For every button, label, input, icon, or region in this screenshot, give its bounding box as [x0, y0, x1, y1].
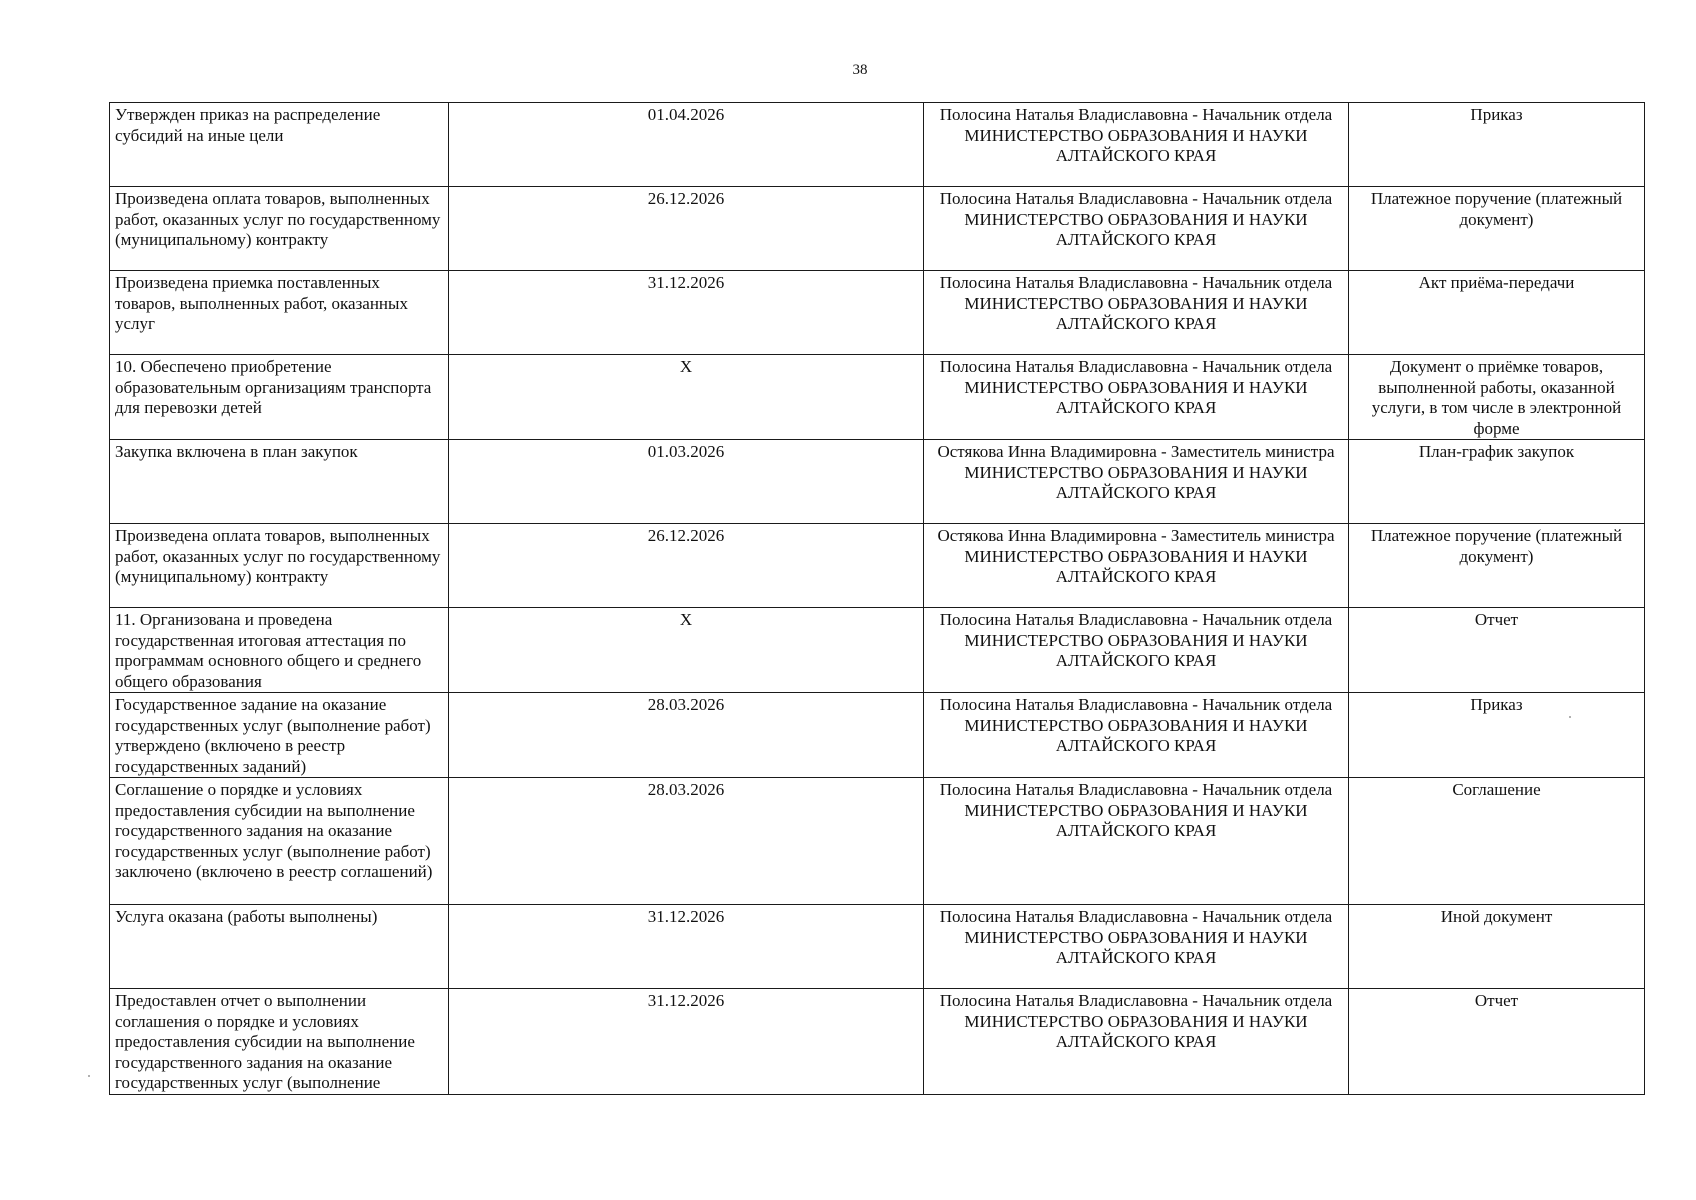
page-number: 38: [852, 62, 868, 78]
table-row: [110, 905, 1645, 989]
event-cell: Произведена оплата товаров, выполненных работ, оказанных услуг по государственному (муниципальному) контракту: [110, 524, 449, 608]
responsible-cell: [924, 187, 1349, 271]
responsible-organization: МИНИСТЕРСТВО ОБРАЗОВАНИЯ И НАУКИ АЛТАЙСКОГО КРАЯ: [964, 377, 1308, 417]
responsible-cell: [924, 524, 1349, 608]
responsible-organization: МИНИСТЕРСТВО ОБРАЗОВАНИЯ И НАУКИ АЛТАЙСКОГО КРАЯ: [964, 462, 1308, 502]
responsible-cell: [924, 103, 1349, 187]
responsible-organization: МИНИСТЕРСТВО ОБРАЗОВАНИЯ И НАУКИ АЛТАЙСКОГО КРАЯ: [964, 209, 1308, 249]
responsible-organization: МИНИСТЕРСТВО ОБРАЗОВАНИЯ И НАУКИ АЛТАЙСКОГО КРАЯ: [964, 546, 1308, 586]
scan-speck: [1569, 716, 1571, 718]
date-cell: X: [449, 355, 924, 440]
responsible-organization: МИНИСТЕРСТВО ОБРАЗОВАНИЯ И НАУКИ АЛТАЙСКОГО КРАЯ: [964, 630, 1308, 670]
document-cell: Отчет: [1349, 608, 1645, 693]
document-cell: Иной документ: [1349, 905, 1645, 989]
table-row: [110, 989, 1645, 1095]
table-row: [110, 187, 1645, 271]
document-cell: Платежное поручение (платежный документ): [1349, 524, 1645, 608]
table-row: [110, 778, 1645, 905]
event-cell: 10. Обеспечено приобретение образовательным организациям транспорта для перевозки детей: [110, 355, 449, 440]
document-cell: Платежное поручение (платежный документ): [1349, 187, 1645, 271]
event-cell: Произведена оплата товаров, выполненных работ, оказанных услуг по государственному (муниципальному) контракту: [110, 187, 449, 271]
event-cell: Соглашение о порядке и условиях предоставления субсидии на выполнение государственного задания на оказание государственных услуг (выполнение работ) заключено (включено в реестр соглашений): [110, 778, 449, 905]
document-cell: Соглашение: [1349, 778, 1645, 905]
date-cell: X: [449, 608, 924, 693]
responsible-person: Полосина Наталья Владиславовна - Начальник отдела: [939, 357, 1333, 376]
date-cell: 28.03.2026: [449, 778, 924, 905]
responsible-organization: МИНИСТЕРСТВО ОБРАЗОВАНИЯ И НАУКИ АЛТАЙСКОГО КРАЯ: [964, 125, 1308, 165]
responsible-organization: МИНИСТЕРСТВО ОБРАЗОВАНИЯ И НАУКИ АЛТАЙСКОГО КРАЯ: [964, 293, 1308, 333]
event-cell: Произведена приемка поставленных товаров, выполненных работ, оказанных услуг: [110, 271, 449, 355]
event-cell: 11. Организована и проведена государственная итоговая аттестация по программам основного общего и среднего общего образования: [110, 608, 449, 693]
responsible-organization: МИНИСТЕРСТВО ОБРАЗОВАНИЯ И НАУКИ АЛТАЙСКОГО КРАЯ: [964, 927, 1308, 967]
responsible-cell: [924, 608, 1349, 693]
date-cell: 01.03.2026: [449, 440, 924, 524]
document-cell: Отчет: [1349, 989, 1645, 1095]
document-cell: Приказ: [1349, 693, 1645, 778]
responsible-organization: МИНИСТЕРСТВО ОБРАЗОВАНИЯ И НАУКИ АЛТАЙСКОГО КРАЯ: [964, 715, 1308, 755]
event-cell: Утвержден приказ на распределение субсидий на иные цели: [110, 103, 449, 187]
responsible-cell: [924, 271, 1349, 355]
responsible-organization: МИНИСТЕРСТВО ОБРАЗОВАНИЯ И НАУКИ АЛТАЙСКОГО КРАЯ: [964, 1011, 1308, 1051]
responsible-cell: [924, 693, 1349, 778]
table-row: [110, 103, 1645, 187]
responsible-cell: [924, 440, 1349, 524]
date-cell: 26.12.2026: [449, 524, 924, 608]
responsible-cell: [924, 355, 1349, 440]
responsible-person: Полосина Наталья Владиславовна - Начальник отдела: [939, 189, 1333, 208]
responsible-organization: МИНИСТЕРСТВО ОБРАЗОВАНИЯ И НАУКИ АЛТАЙСКОГО КРАЯ: [964, 800, 1308, 840]
table-row: [110, 693, 1645, 778]
responsible-person: Остякова Инна Владимировна - Заместитель министра: [937, 526, 1335, 545]
date-cell: 31.12.2026: [449, 905, 924, 989]
event-cell: Услуга оказана (работы выполнены): [110, 905, 449, 989]
control-points-table: [109, 102, 1645, 1095]
table-row: [110, 355, 1645, 440]
responsible-person: Полосина Наталья Владиславовна - Начальник отдела: [939, 273, 1333, 292]
date-cell: 26.12.2026: [449, 187, 924, 271]
responsible-person: Полосина Наталья Владиславовна - Начальник отдела: [939, 695, 1333, 714]
table-row: [110, 524, 1645, 608]
date-cell: 01.04.2026: [449, 103, 924, 187]
document-cell: План-график закупок: [1349, 440, 1645, 524]
date-cell: 31.12.2026: [449, 271, 924, 355]
table-row: [110, 608, 1645, 693]
responsible-person: Полосина Наталья Владиславовна - Начальник отдела: [939, 907, 1333, 926]
date-cell: 31.12.2026: [449, 989, 924, 1095]
responsible-person: Полосина Наталья Владиславовна - Начальник отдела: [939, 780, 1333, 799]
event-cell: Государственное задание на оказание государственных услуг (выполнение работ) утверждено (включено в реестр государственных заданий): [110, 693, 449, 778]
document-cell: Акт приёма-передачи: [1349, 271, 1645, 355]
document-cell: Приказ: [1349, 103, 1645, 187]
responsible-person: Полосина Наталья Владиславовна - Начальник отдела: [939, 991, 1333, 1010]
table-row: [110, 440, 1645, 524]
responsible-person: Полосина Наталья Владиславовна - Начальник отдела: [939, 610, 1333, 629]
event-cell: Закупка включена в план закупок: [110, 440, 449, 524]
table-row: [110, 271, 1645, 355]
responsible-cell: [924, 778, 1349, 905]
document-cell: Документ о приёмке товаров, выполненной работы, оказанной услуги, в том числе в электронной форме: [1349, 355, 1645, 440]
responsible-cell: [924, 905, 1349, 989]
event-cell: Предоставлен отчет о выполнении соглашения о порядке и условиях предоставления субсидии на выполнение государственного задания на оказание государственных услуг (выполнение: [110, 989, 449, 1095]
scan-speck: [88, 1075, 90, 1077]
responsible-person: Остякова Инна Владимировна - Заместитель министра: [937, 442, 1335, 461]
responsible-person: Полосина Наталья Владиславовна - Начальник отдела: [939, 105, 1333, 124]
date-cell: 28.03.2026: [449, 693, 924, 778]
responsible-cell: [924, 989, 1349, 1095]
